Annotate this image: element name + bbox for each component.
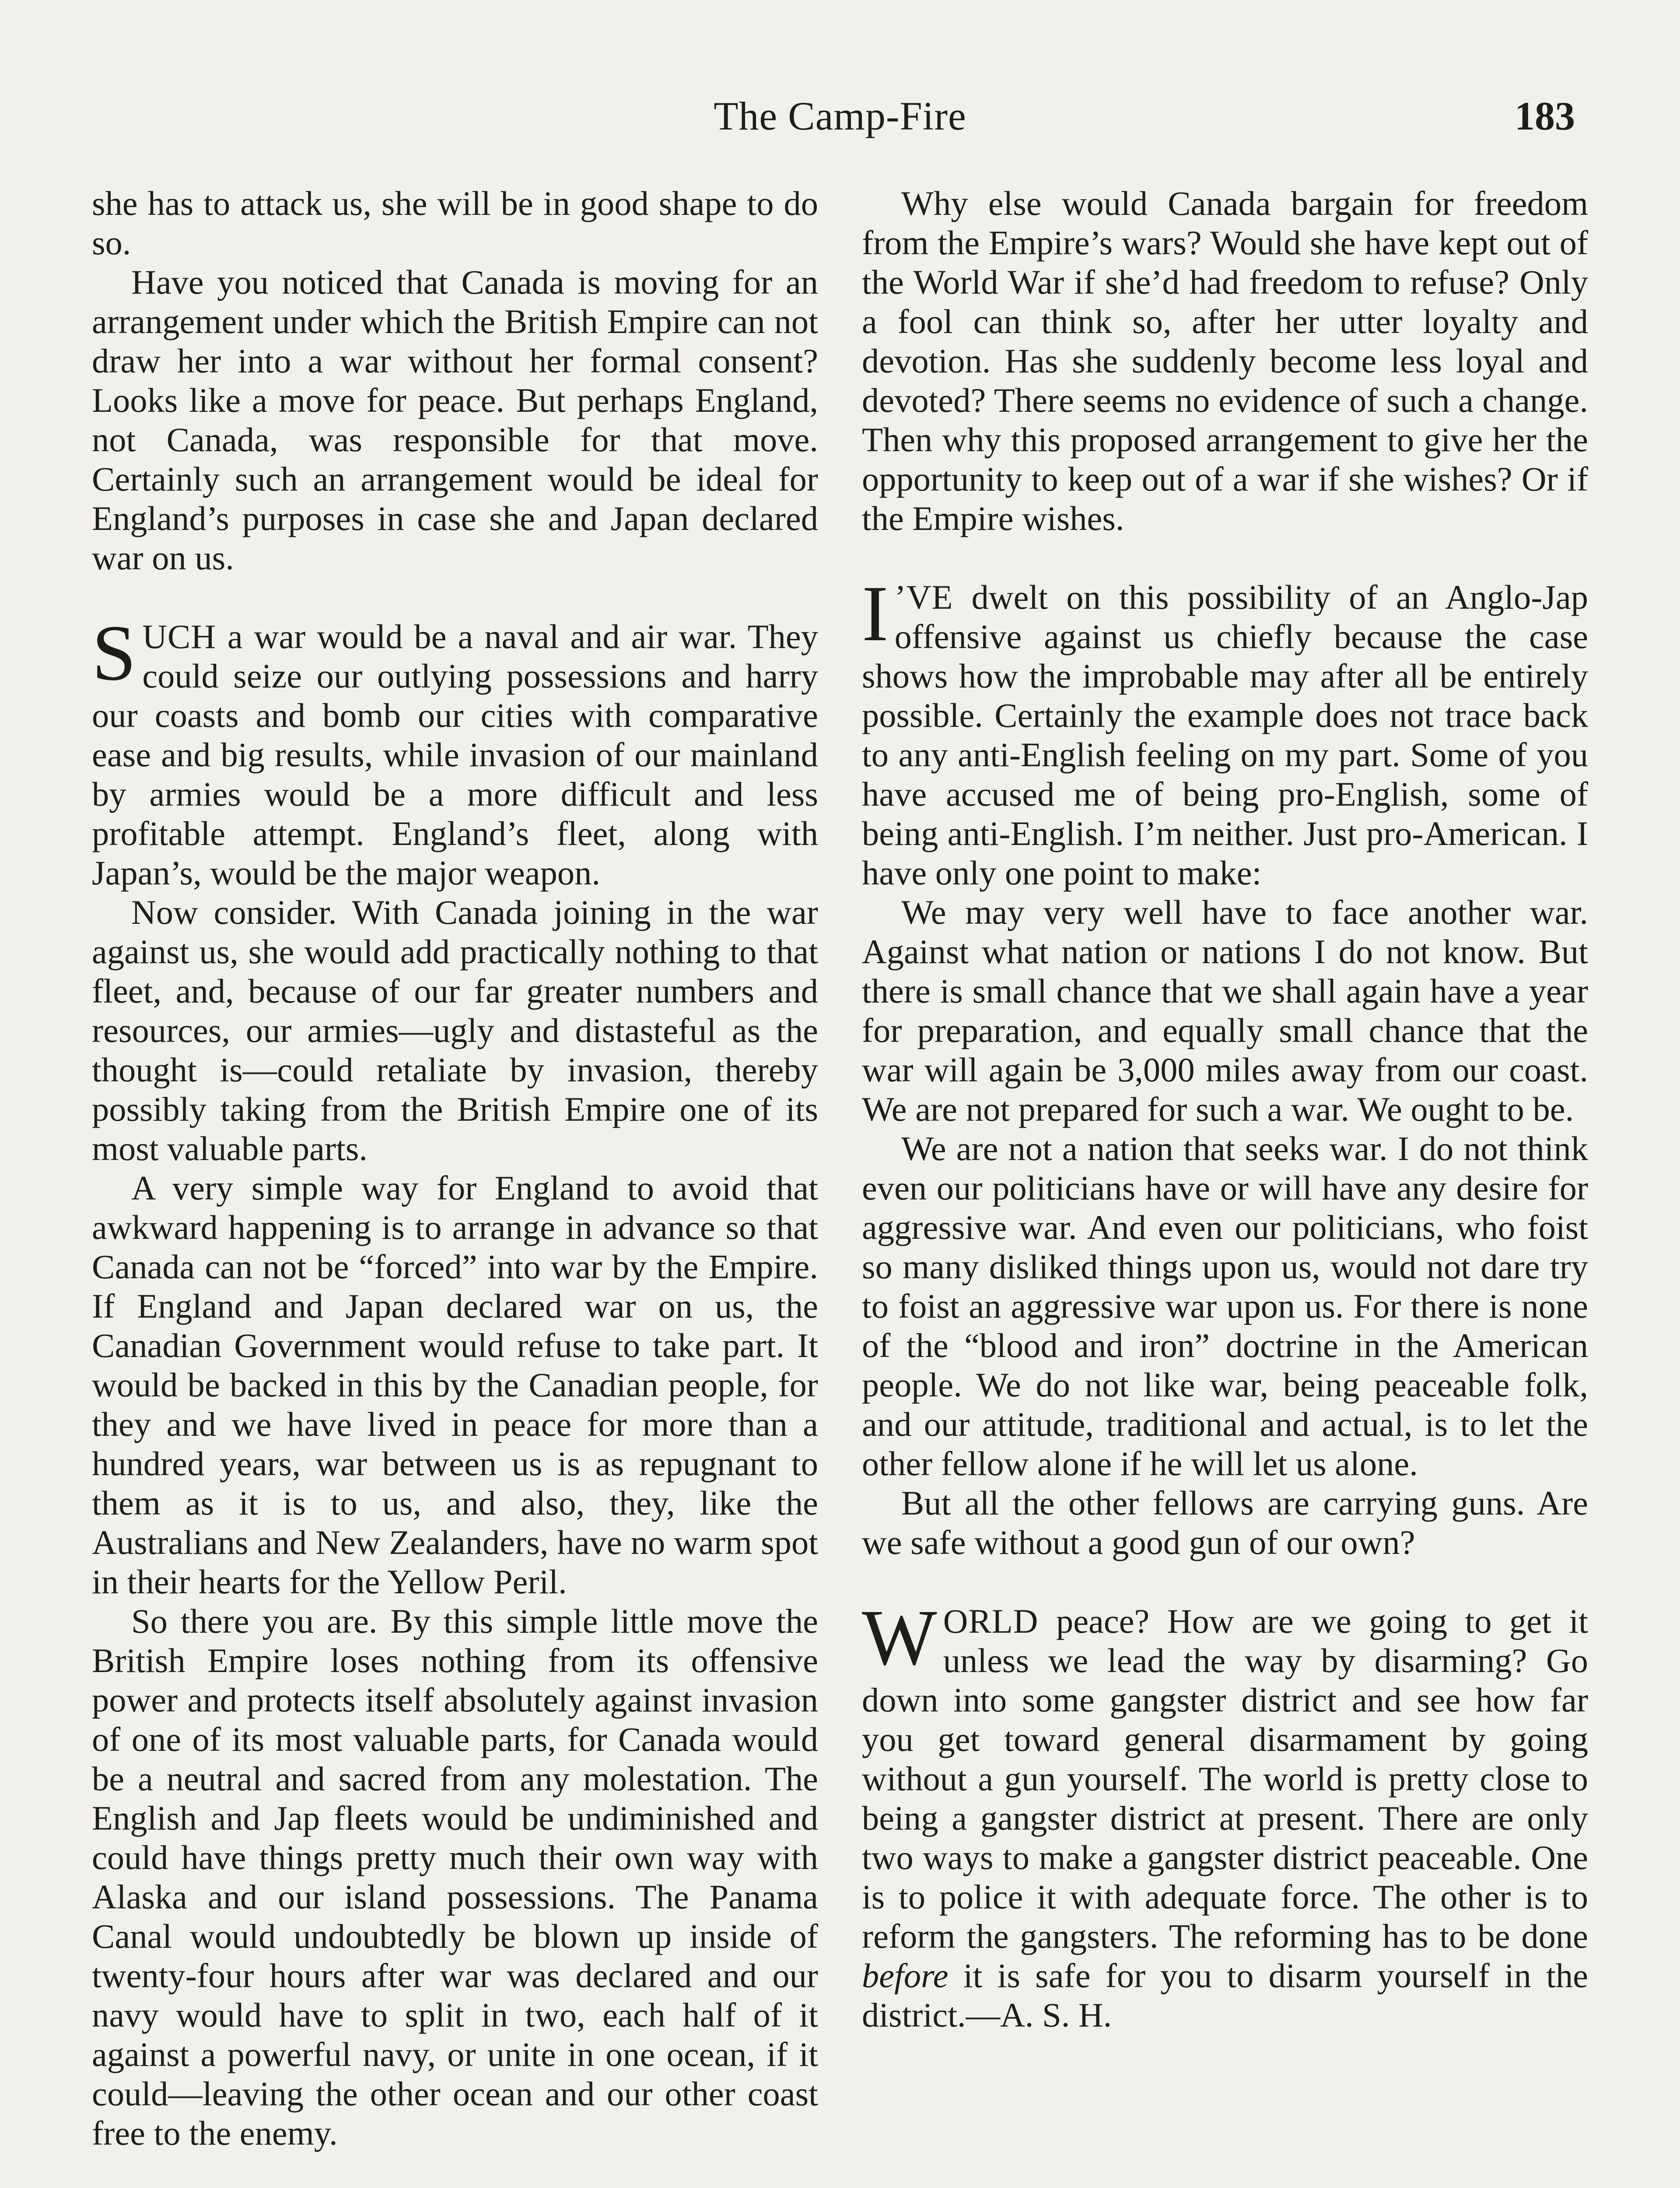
- emphasis: before: [862, 1957, 948, 1995]
- paragraph: Now consider. With Canada joining in the war against us, she would add practically nothing to that fleet, and, because of our far greater numbers and resources, our armies—ugly and distasteful as the thought is—could retaliate by invasion, thereby possibly taking from the British Empire one of its most valuable parts.: [92, 893, 818, 1168]
- section-break: [862, 1562, 1588, 1602]
- paragraph: We are not a nation that seeks war. I do not think even our politicians have or will have any desire for aggressive war. And even our politicians, who foist so many disliked things upon us, would not dare try to foist an aggressive war upon us. For there is none of the “blood and iron” doctrine in the American people. We do not like war, being peaceable folk, and our attitude, traditional and actual, is to let the other fellow alone if he will let us alone.: [862, 1129, 1588, 1483]
- paragraph: But all the other fellows are carrying guns. Are we safe without a good gun of our own?: [862, 1484, 1588, 1561]
- lead-word: UCH: [142, 617, 216, 656]
- section-break: [862, 538, 1588, 578]
- paragraph-text: a war would be a naval and air war. They could seize our outlying possessions and harry our coasts and bomb our cities with comparative ease and big results, while invasion of our mainland by armies would be a more difficult and less profitable attempt. England’s fleet, along with Japan’s, would be the major weapon.: [92, 617, 818, 892]
- paragraph: she has to attack us, she will be in good shape to do so.: [92, 184, 818, 262]
- drop-cap: S: [92, 609, 136, 697]
- paragraph: A very simple way for England to avoid that awkward happening is to arrange in advance so that Canada can not be “forced” into war by the Empire. If England and Japan declared war on us, the Canadian Government would refuse to take part. It would be backed in this by the Canadian people, for they and we have lived in peace for more than a hundred years, war between us is as repugnant to them as it is to us, and also, they, like the Australians and New Zealanders, have no warm spot in their hearts for the Yellow Peril.: [92, 1169, 818, 1601]
- paragraph: So there you are. By this simple little move the British Empire loses nothing from its offensive power and protects itself absolutely against invasion of one of its most valuable parts, for Canada would be a neutral and sacred from any molestation. The English and Jap fleets would be undiminished and could have things pretty much their own way with Alaska and our island possessions. The Panama Canal would undoubtedly be blown up inside of twenty-four hours after war was declared and our navy would have to split in two, each half of it against a powerful navy, or unite in one ocean, if it could—leaving the other ocean and our other coast free to the enemy.: [92, 1602, 818, 2152]
- right-column: [862, 184, 1588, 2035]
- section-break: [92, 578, 818, 617]
- paragraph-text: dwelt on this possibility of an Anglo-Jap offensive against us chiefly because the case shows how the improbable may after all be entirely possible. Certainly the example does not trace back to any anti-English feeling on my part. Some of you have accused me of being pro-English, some of being anti-English. I’m neither. Just pro-American. I have only one point to make:: [862, 578, 1588, 892]
- section-paragraph: [862, 1594, 1588, 2035]
- paragraph: We may very well have to face another war. Against what nation or nations I do not know. But there is small chance that we shall again have a year for preparation, and equally small chance that the war will again be 3,000 miles away from our coast. We are not prepared for such a war. We ought to be.: [862, 893, 1588, 1128]
- paragraph: Why else would Canada bargain for freedom from the Empire’s wars? Would she have kept out of the World War if she’d had freedom to refuse? Only a fool can think so, after her utter loyalty and devotion. Has she suddenly become less loyal and devoted? There seems no evidence of such a change. Then why this proposed arrangement to give her the opportunity to keep out of a war if she wishes? Or if the Empire wishes.: [862, 184, 1588, 537]
- paragraph-text: it is safe for you to disarm yourself in the district.—A. S. H.: [862, 1957, 1588, 2034]
- paragraph-text: peace? How are we going to get it unless we lead the way by disarming? Go down into some gangster district and see how far you get toward general disarmament by going without a gun yourself. The world is pretty close to being a gangster district at present. There are only two ways to make a gangster district peaceable. One is to police it with adequate force. The other is to reform the gangsters. The reforming has to be done: [862, 1602, 1588, 1955]
- lead-word: ’VE: [894, 578, 953, 616]
- drop-cap: W: [862, 1594, 937, 1682]
- section-paragraph: [862, 570, 1588, 893]
- page-number: 183: [1515, 94, 1575, 138]
- lead-word: ORLD: [943, 1602, 1039, 1640]
- running-title: The Camp-Fire: [714, 94, 966, 138]
- paragraph: Have you noticed that Canada is moving for an arrangement under which the British Empire can not draw her into a war without her formal consent? Looks like a move for peace. But perhaps England, not Canada, was responsible for that move. Certainly such an arrangement would be ideal for England’s purposes in case she and Japan declared war on us.: [92, 263, 818, 577]
- drop-cap: I: [862, 570, 889, 658]
- section-paragraph: [92, 609, 818, 893]
- left-column: [92, 184, 818, 2153]
- page-header: [88, 88, 1592, 149]
